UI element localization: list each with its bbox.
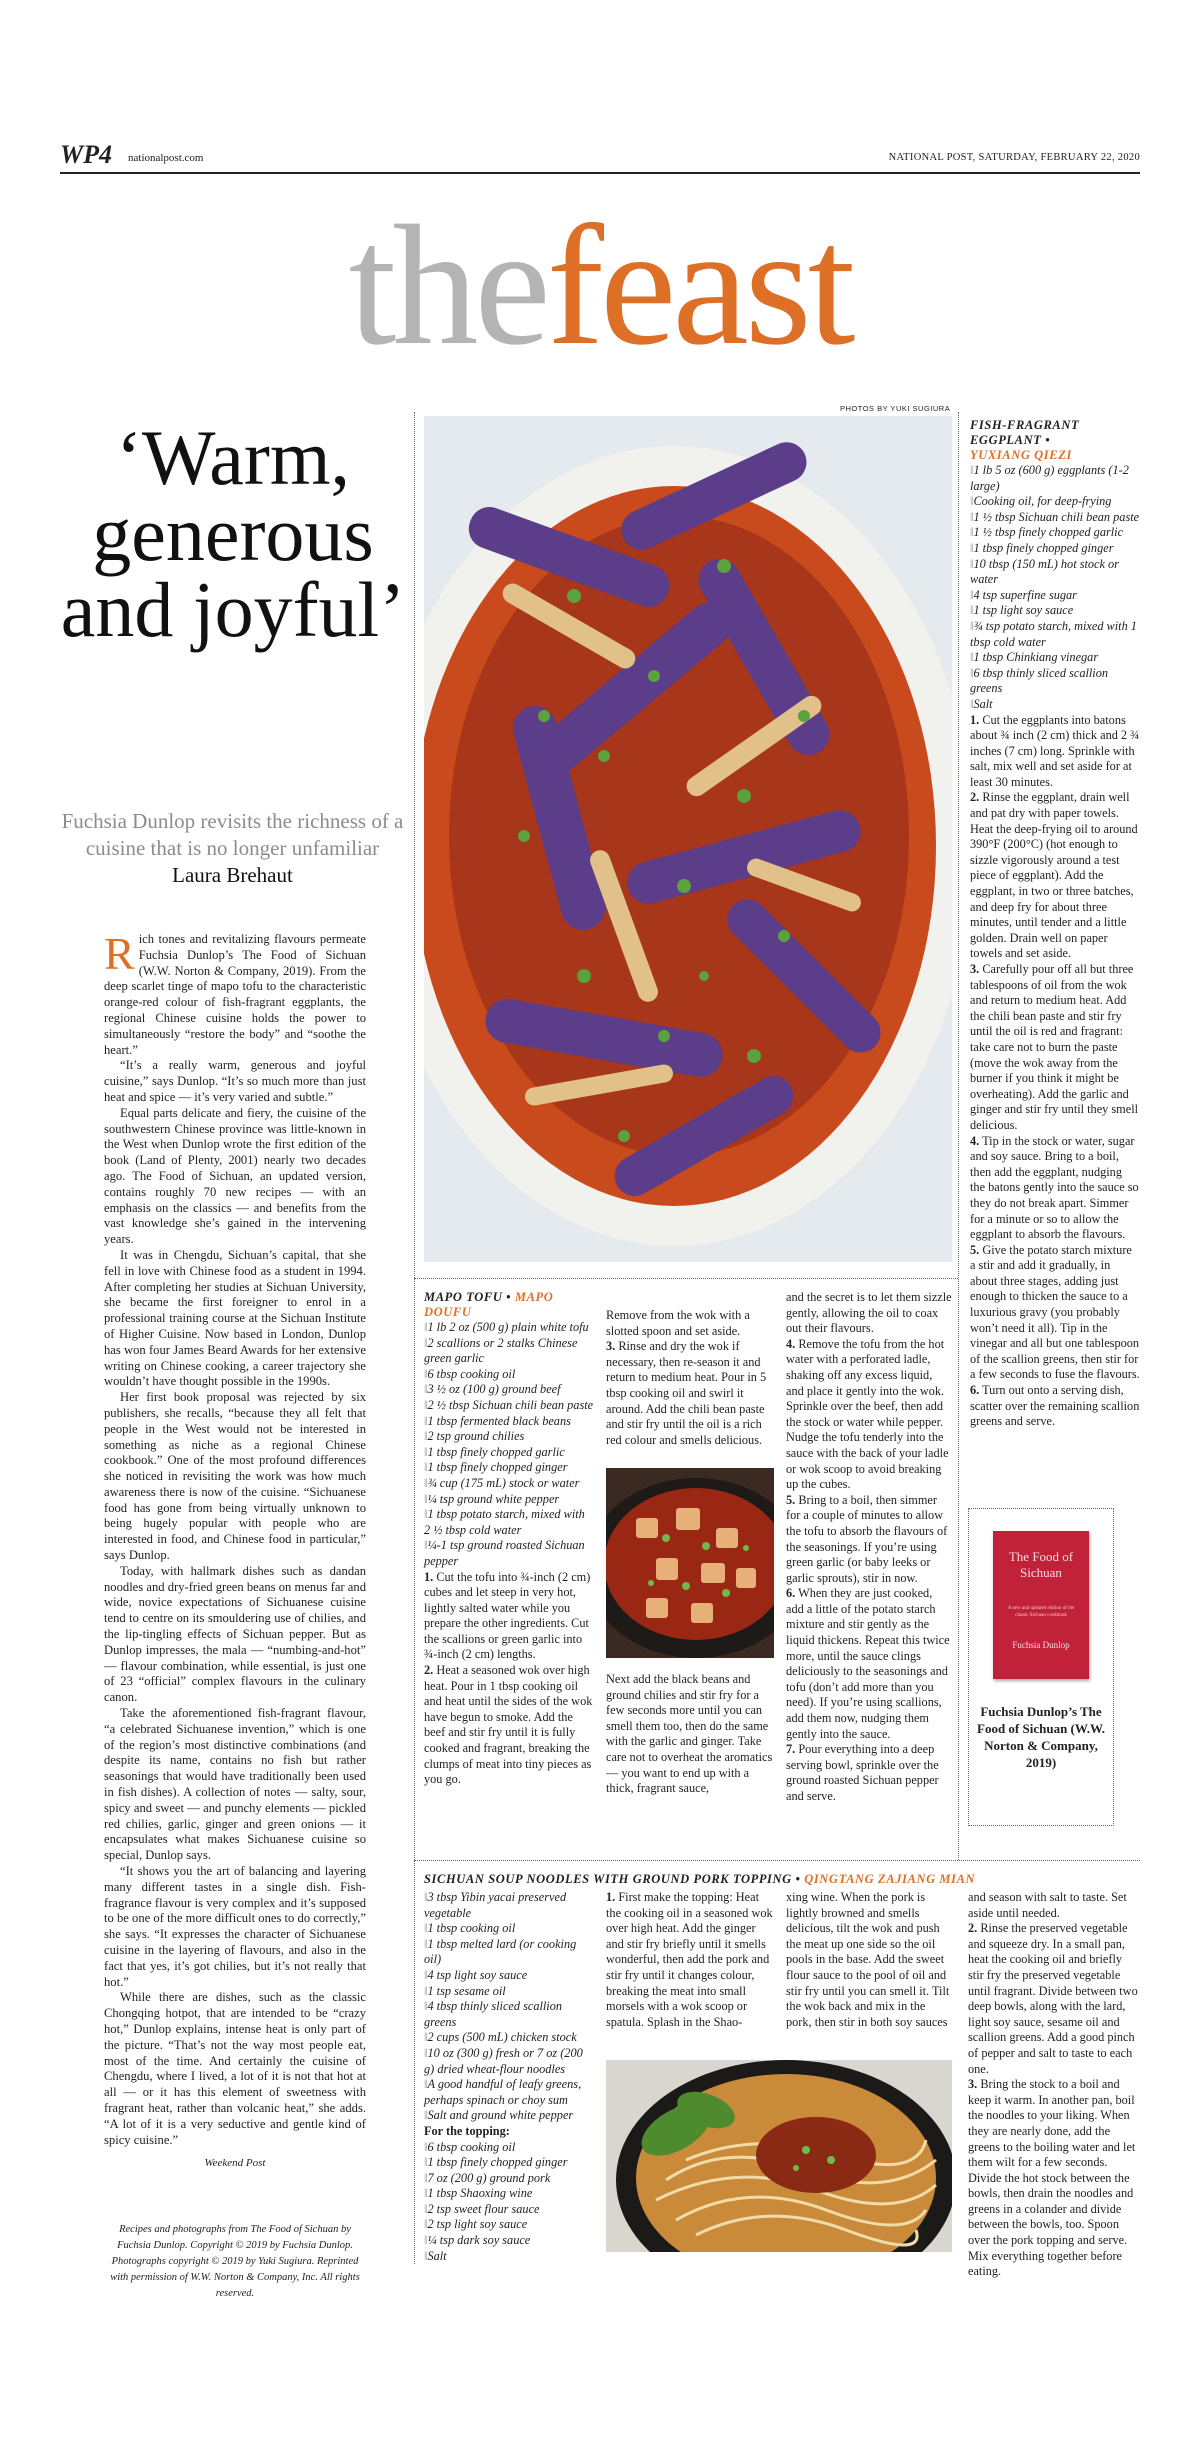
ingredient: ‖ 6 tbsp cooking oil [424, 2140, 594, 2156]
column-separator [414, 412, 415, 2264]
noodles-subtitle: QINGTANG ZAJIANG MIAN [804, 1872, 976, 1886]
recipe-step: 6. Turn out onto a serving dish, scatter over the remaining scallion greens and serve. [970, 1383, 1140, 1429]
section-separator [414, 1860, 1140, 1861]
ingredient: ‖ ¾ cup (175 mL) stock or water [424, 1476, 594, 1492]
ingredient: ‖ 4 tbsp thinly sliced scallion greens [424, 1999, 594, 2030]
ingredient: ‖ 1 lb 5 oz (600 g) eggplants (1-2 large) [970, 463, 1140, 494]
book-cover [993, 1531, 1089, 1679]
recipe-step: 4. Remove the tofu from the hot water with a perforated ladle, shaking off any excess liquid, and place it gently into the wok. Sprinkle over the beef, then add the stock or water while pepper. Nudge the tofu tenderly into the sauce with the back of your ladle or wok scoop to avoid breaking up the cubes. [786, 1336, 949, 1492]
noodles-steps-col3 [786, 1890, 952, 2030]
recipe-step: 6. When they are just cooked, add a little of the potato starch mixture and stir gently as the liquid thickens. Repeat this twice more, until the sauce clings deliciously to the seasonings and tofu (don’t add more than you need). If you’re using scallions, add them now, nudging them gently into the sauce. [786, 1586, 950, 1741]
page-folio: WP4 [60, 140, 112, 169]
mapo-recipe-col2-top [606, 1308, 774, 1448]
ingredient: ‖ 1 tbsp fermented black beans [424, 1414, 594, 1430]
ingredient: ‖ 1 tsp light soy sauce [970, 603, 1140, 619]
story-paragraph: “It shows you the art of balancing and layering many different tastes in a single dish. Fish-fragrance flavour is very complex and it’s supposed to be one of the more difficult ones to do correctly,” she says. “It expresses the character of Sichuanese cuisine in the layering of flavours, and also in the fact that yes, it’s got chilies, but it’s not really that hot.” [104, 1864, 366, 1989]
ingredient: ‖ 1 lb 2 oz (500 g) plain white tofu [424, 1320, 594, 1336]
ingredient: ‖ 1 tbsp cooking oil [424, 1921, 594, 1937]
noodles-steps-col4 [968, 1890, 1140, 2280]
section-separator [414, 1278, 958, 1279]
ingredient: ‖ ¼ tsp ground white pepper [424, 1492, 594, 1508]
ingredient: ‖ 1 tbsp Chinkiang vinegar [970, 650, 1140, 666]
story-credit: Weekend Post [204, 2157, 266, 2170]
recipe-step: 2. Rinse the preserved vegetable and squeeze dry. In a small pan, heat the cooking oil and briefly stir fry the preserved vegetable until fragrant. Divide between two deep bowls, along with the lard, light soy sauce, sesame oil and scallion greens. Add a good pinch of pepper and salt to taste to each one. [968, 1921, 1138, 2076]
ingredient: ‖ ¼-1 tsp ground roasted Sichuan pepper [424, 1538, 594, 1569]
ingredient: ‖ 1 tbsp finely chopped ginger [424, 1460, 594, 1476]
mapo-tofu-image [606, 1468, 774, 1658]
topping-label: For the topping: [424, 2123, 510, 2138]
book-cover-author: Fuchsia Dunlop [1012, 1640, 1070, 1650]
ingredient: ‖ ¼ tsp dark soy sauce [424, 2233, 594, 2249]
mapo-subtitle: MAPO DOUFU [424, 1290, 554, 1319]
headline: ‘Warm, generous and joyful’ [60, 414, 406, 653]
ingredient: ‖ 10 oz (300 g) fresh or 7 oz (200 g) dried wheat-flour noodles [424, 2046, 594, 2077]
mapo-tofu-photo [606, 1468, 774, 1658]
recipe-step: 3. Rinse and dry the wok if necessary, then re-season it and return to medium heat. Pour in 5 tbsp cooking oil and swirl it around. Add the chili bean paste and stir fry until the oil is a rich red colour and smells delicious. [606, 1339, 767, 1447]
story-paragraph: Today, with hallmark dishes such as dandan noodles and dry-fried green beans on menus far and wide, novice expectations of Sichuanese cuisine tend to centre on its smouldering use of chilies, and the lip-tingling effects of Sichuan pepper. But as Dunlop impresses, the mala — “numbing-and-hot” — flavour combination, while essential, is just one of 23 “official” complex flavours in the culinary canon. [104, 1563, 366, 1705]
section-title [0, 191, 1200, 381]
eggplant-steps [970, 713, 1140, 1430]
recipe-step: 1. First make the topping: Heat the cooking oil in a seasoned wok over high heat. Add the ginger and stir fry briefly until it smells wonderful, then add the pork and stir fry until it changes colour, breaking the meat into small morsels with a wok scoop or spatula. Splash in the Shao- [606, 1890, 773, 2029]
mapo-ingredients [424, 1320, 594, 1570]
book-cover-title: The Food of Sichuan [1008, 1549, 1074, 1580]
ingredient: ‖ 2 tsp sweet flour sauce [424, 2202, 594, 2218]
ingredient: ‖ 1 tbsp finely chopped ginger [970, 541, 1140, 557]
recipe-step: 5. Bring to a boil, then simmer for a couple of minutes to allow the tofu to absorb the flavours of the seasonings. If you’re using green garlic (or baby leeks or garlic sprouts), stir in now. [786, 1492, 948, 1585]
recipe-step: xing wine. When the pork is lightly browned and smells delicious, tilt the wok and push the meat up one side so the oil pools in the base. Add the sweet flour sauce to the pool of oil and stir fry until you can smell it. Tilt the wok back and mix in the pork, then stir in both soy sauces [786, 1890, 950, 2029]
recipe-step: 3. Bring the stock to a boil and keep it warm. In another pan, boil the noodles to your liking. When they are nearly done, add the greens to the boiling water and let them wilt for a few seconds. Divide the hot stock between the bowls, then drain the noodles and greens in a colander and divide between the bowls, too. Spoon over the pork topping and serve. Mix everything together before eating. [968, 2077, 1136, 2279]
eggplant-ingredients [970, 463, 1140, 713]
ingredient: ‖ 4 tsp superfine sugar [970, 588, 1140, 604]
eggplant-photo [424, 416, 952, 1262]
ingredient: ‖ Salt [424, 2249, 594, 2265]
story-paragraph: “It’s a really warm, generous and joyful cuisine,” says Dunlop. “It’s so much more than just heat and spice — it’s very varied and subtle.” [104, 1058, 366, 1104]
ingredient: ‖ 6 tbsp thinly sliced scallion greens [970, 666, 1140, 697]
mapo-recipe-col3 [786, 1290, 952, 1805]
ingredient: ‖ 1 tbsp finely chopped garlic [424, 1445, 594, 1461]
ingredient: ‖ 3 ½ oz (100 g) ground beef [424, 1382, 594, 1398]
noodles-steps-col2 [606, 1890, 774, 2030]
mapo-title: MAPO TOFU • MAPO DOUFU [424, 1290, 554, 1319]
byline: Laura Brehaut [172, 863, 293, 887]
eggplant-subtitle: YUXIANG QIEZI [970, 448, 1072, 462]
noodles-ingredients-col [424, 1890, 594, 2264]
ingredient: ‖ 1 ½ tbsp finely chopped garlic [970, 525, 1140, 541]
story-paragraph: Take the aforementioned fish-fragrant flavour, “a celebrated Sichuanese invention,” which is one of the region’s most distinctive combinations (and despite its name, contains no fish but rather seasonings that would have traditionally been used in fish dishes). A collection of notes — salty, sour, spicy and sweet — and punchy elements — pickled red chilies, garlic, ginger and green onions — it encapsulates what makes Sichuanese cuisine so special, Dunlop says. [104, 1706, 366, 1863]
column-separator [958, 412, 959, 1860]
site-url[interactable]: nationalpost.com [128, 152, 204, 164]
mapo-recipe-col1 [424, 1290, 594, 1788]
ingredient: ‖ A good handful of leafy greens, perhaps spinach or choy sum [424, 2077, 594, 2108]
ingredient: ‖ 1 tbsp potato starch, mixed with 2 ½ tbsp cold water [424, 1507, 594, 1538]
ingredient: ‖ 10 tbsp (150 mL) hot stock or water [970, 557, 1140, 588]
noodles-ingredients [424, 1890, 594, 2264]
eggplant-image [424, 416, 952, 1262]
recipe-step: and season with salt to taste. Set aside until needed. [968, 1890, 1127, 1920]
recipe-step: 7. Pour everything into a deep serving bowl, sprinkle over the ground roasted Sichuan pepper and serve. [786, 1742, 939, 1803]
ingredient: ‖ 1 tbsp melted lard (or cooking oil) [424, 1937, 594, 1968]
story-paragraph: Equal parts delicate and fiery, the cuisine of the southwestern Chinese province was little-known in the West when Dunlop wrote the first edition of the book (Land of Plenty, 2001) nearly two decades ago. The Food of Sichuan, an updated version, contains roughly 70 new recipes — with an emphasis on the classics — and benefits from the vast knowledge she’s gained in the intervening years. [104, 1105, 366, 1247]
book-caption: Fuchsia Dunlop’s The Food of Sichuan (W.W. Norton & Company, 2019) [977, 1704, 1105, 1770]
eggplant-recipe [970, 418, 1140, 1430]
deck-text: Fuchsia Dunlop revisits the richness of a cuisine that is no longer unfamiliar [61, 809, 404, 860]
dateline: NATIONAL POST, SATURDAY, FEBRUARY 22, 2020 [888, 152, 1140, 163]
photo-credit: PHOTOS BY YUKI SUGIURA [840, 404, 951, 413]
recipe-step: 4. Tip in the stock or water, sugar and soy sauce. Bring to a boil, then add the eggplant, nudging the batons gently into the sauce so they do not break apart. Simmer for a minute or so to allow the eggplant to absorb the flavours. [970, 1133, 1139, 1242]
recipe-step: Next add the black beans and ground chilies and stir fry for a few seconds more until you can smell them too, then do the same with the garlic and ginger. Take care not to overheat the aromatics — you want to end up with a thick, fragrant sauce, [606, 1672, 773, 1796]
book-box [968, 1508, 1114, 1826]
book-cover-tagline: A new and updated edition of the classic Sichuan cookbook [1007, 1606, 1075, 1618]
recipe-step: and the secret is to let them sizzle gently, allowing the oil to coax out their flavours. [786, 1290, 952, 1336]
story-body [104, 928, 366, 2172]
ingredient: ‖ 2 tsp light soy sauce [424, 2217, 594, 2233]
noodles-title: SICHUAN SOUP NOODLES WITH GROUND PORK TOPPING • QINGTANG ZAJIANG MIAN [424, 1872, 976, 1886]
mapo-steps [424, 1570, 594, 1788]
ingredient: ‖ 7 oz (200 g) ground pork [424, 2171, 594, 2187]
ingredient: ‖ 1 ½ tbsp Sichuan chili bean paste [970, 510, 1140, 526]
mapo-recipe-col2-bottom [606, 1672, 774, 1797]
recipe-credit: Recipes and photographs from The Food of Sichuan by Fuchsia Dunlop. Copyright © 2019 by Fuchsia Dunlop. Photographs copyright © 2019 by Yuki Sugiura. Reprinted with permission of W.W. Norton & Company, Inc. All rights reserved. [110, 2224, 360, 2299]
recipe-step: Remove from the wok with a slotted spoon and set aside. [606, 1308, 750, 1338]
ingredient: ‖ 2 ½ tbsp Sichuan chili bean paste [424, 1398, 594, 1414]
recipe-step: 5. Give the potato starch mixture a stir and add it gradually, in about three stages, adding just enough to thicken the sauce to a luxurious gravy (you probably won’t need it all). Tip in the vinegar and all but one tablespoon of the scallion greens, then stir for a few seconds to fuse the flavours. [970, 1242, 1140, 1382]
story-paragraph: Her first book proposal was rejected by six publishers, she recalls, “because they all felt that people in the West would not be interested in something as niche as a regional Chinese cookbook.” One of the most profound differences she noticed in revisiting the work was how much awareness there is now of the cuisine. “Sichuanese food has gone from being virtually unknown to being hugely popular with people who are interested in food, and Chinese food in particular,” says Dunlop. [104, 1390, 366, 1563]
story-paragraph: Rich tones and revitalizing flavours permeate Fuchsia Dunlop’s The Food of Sichuan (W.W. Norton & Company, 2019). From the deep scarlet tinge of mapo tofu to the characteristic orange-red colour of fish-fragrant eggplants, the regional Chinese cuisine holds the power to simultaneously “restore the body” and “soothe the heart.” [104, 928, 366, 1057]
ingredient: ‖ Cooking oil, for deep-frying [970, 494, 1140, 510]
recipe-step: 2. Heat a seasoned wok over high heat. Pour in 1 tbsp cooking oil and heat until the sides of the wok have begun to smoke. Add the beef and stir fry until it is fully cooked and fragrant, breaking the clumps of meat into tiny pieces as you go. [424, 1663, 593, 1787]
story-paragraph: While there are dishes, such as the classic Chongqing hotpot, that are intended to be “crazy hot,” Dunlop explains, intense heat is only part of the picture. “That’s not the way most people eat, most of the time. And certainly the cuisine of Chengdu, where I lived, a lot of it is not that hot at all — or it has this element of sweetness with fragrant heat, rather than volcanic heat,” she adds. “A lot of it is a very seductive and gentle kind of spicy cuisine.” [104, 1990, 366, 2147]
ingredient: ‖ 1 tbsp Shaoxing wine [424, 2186, 594, 2202]
recipe-step: 3. Carefully pour off all but three tablespoons of oil from the wok and return to medium heat. Add the chili bean paste and stir fry until the oil is red and fragrant: take care not to burn the paste (move the wok away from the burner if you think it might be overheating). Add the garlic and ginger and stir fry until they smell delicious. [970, 962, 1139, 1132]
ingredient: ‖ 4 tsp light soy sauce [424, 1968, 594, 1984]
recipe-step: 1. Cut the tofu into ¾-inch (2 cm) cubes and let steep in very hot, lightly salted water while you prepare the other ingredients. Cut the scallions or green garlic into ¾-inch (2 cm) lengths. [424, 1569, 591, 1662]
ingredient: ‖ ¾ tsp potato starch, mixed with 1 tbsp cold water [970, 619, 1140, 650]
ingredient: ‖ 2 tsp ground chilies [424, 1429, 594, 1445]
section-title-the: the [348, 191, 547, 381]
ingredient: ‖ 2 cups (500 mL) chicken stock [424, 2030, 594, 2046]
recipe-step: 2. Rinse the eggplant, drain well and pat dry with paper towels. Heat the deep-frying oil to around 390°F (200°C) (hot enough to sizzle vigorously around a test piece of eggplant). Add the eggplant, in two or three batches, and deep fry for about three minutes, until tender and a little golden. Drain well on paper towels and set aside. [970, 790, 1138, 961]
deck [60, 808, 405, 889]
recipe-step: 1. Cut the eggplants into batons about ¾ inch (2 cm) thick and 2 ¾ inches (7 cm) long. Sprinkle with salt, mix well and set aside for at least 30 minutes. [970, 712, 1140, 789]
ingredient: ‖ 1 tsp sesame oil [424, 1984, 594, 2000]
header-rule [60, 172, 1140, 174]
noodles-image [606, 2060, 952, 2252]
ingredient: ‖ 3 tbsp Yibin yacai preserved vegetable [424, 1890, 594, 1921]
drop-cap: R [104, 928, 135, 979]
ingredient: ‖ 1 tbsp finely chopped ginger [424, 2155, 594, 2171]
ingredient: ‖ Salt [970, 697, 1140, 713]
section-title-feast: feast [546, 191, 852, 381]
story-paragraph: It was in Chengdu, Sichuan’s capital, that she fell in love with Chinese food as a student in 1994. After completing her studies at Sichuan University, she became the first foreigner to enrol in a professional training course at the Sichuan Institute of Higher Cuisine. Now based in London, Dunlop has won four James Beard Awards for her extensive writing on Chinese cooking, a career trajectory she wouldn’t have thought possible in the 1990s. [104, 1247, 366, 1389]
ingredient: ‖ Salt and ground white pepper [424, 2108, 594, 2124]
eggplant-title: FISH-FRAGRANT EGGPLANT • [970, 418, 1080, 447]
ingredient: ‖ 2 scallions or 2 stalks Chinese green garlic [424, 1336, 594, 1367]
noodles-photo [606, 2060, 952, 2252]
ingredient: ‖ 6 tbsp cooking oil [424, 1367, 594, 1383]
